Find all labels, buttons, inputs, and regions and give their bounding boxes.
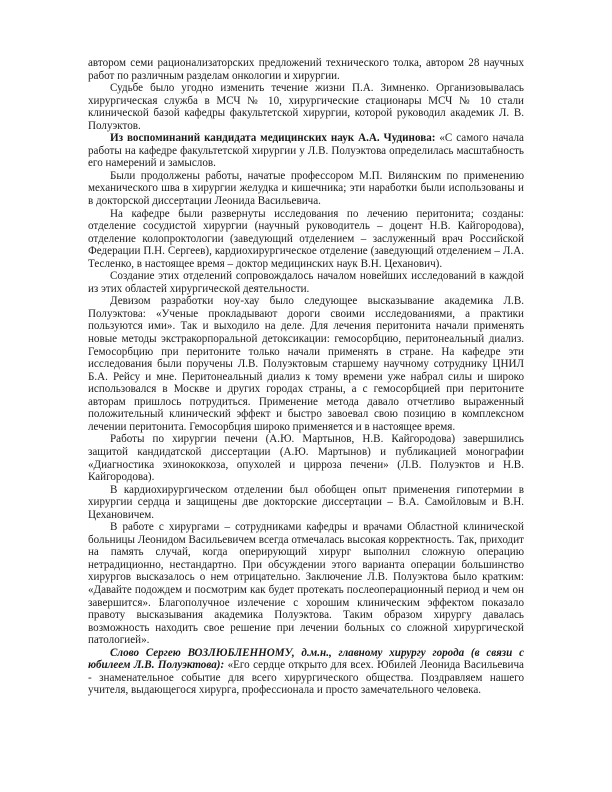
paragraph-4	[88, 170, 524, 208]
paragraph-9	[88, 484, 524, 522]
paragraph-7-text: Девизом разработки ноу-хау было следующее высказывание академика Л.В. Полуэктова: «Ученые прокладывают дороги своими исследованиями, а практики пользуются ими». Так и выходило на деле. Для лечения перитонита начали применять новые методы экстракорпоральной детоксикации: гемосорбцию, перитонеальный диализ. Гемосорбцию при перитоните только начали применять в стране. На кафедре эти исследования были поручены Л.В. Полуэктовым старшему научному сотруднику ЦНИЛ Б.А. Рейсу и мне. Перитонеальный диализ к тому времени уже набрал силы и широко использовался в Москве и других городах страны, а с гемосорбцией при перитоните авторам пришлось потрудиться. Применение метода давало отчетливо выраженный положительный клинический эффект и быстро завоевал свою позицию в комплексном лечении перитонита. Гемосорбция широко применяется и в настоящее время.	[88, 295, 524, 433]
chudinov-heading: Из воспоминаний кандидата медицинских наук А.А. Чудинова:	[110, 132, 436, 145]
paragraph-2-text: Судьбе было угодно изменить течение жизни П.А. Зимненко. Организовывалась хирургическая служба в МСЧ № 10, хирургические стационары МСЧ № 10 стали клинической базой кафедры факультетской хирургии, которой руководил академик Л. В. Полуэктов.	[88, 82, 524, 132]
paragraph-4-text: Были продолжены работы, начатые профессором М.П. Вилянским по применению механического шва в хирургии желудка и кишечника; эти наработки были использованы и в докторской диссертации Леонида Васильевича.	[88, 169, 524, 208]
paragraph-6	[88, 270, 524, 295]
chudinov-quote-text: «С самого начала работы на кафедре факультетской хирургии у Л.В. Полуэктова определилась масштабность его намерений и замыслов.	[88, 132, 524, 170]
vozlyublenny-heading: Слово Сергею ВОЗЛЮБЛЕННОМУ, д.м.н., главному хирургу города (в связи с юбилеем Л.В. Полуэктова):	[88, 646, 524, 672]
paragraph-1	[88, 57, 524, 82]
vozlyublenny-quote-text: «Его сердце открыто для всех. Юбилей Леонида Васильевича - знаменательное событие для всего хирургического общества. Поздравляем нашего учителя, выдающегося хирурга, профессионала и просто замечательного человека.	[88, 659, 524, 697]
paragraph-8-text: Работы по хирургии печени (А.Ю. Мартынов, Н.В. Кайгородова) завершились защитой кандидатской диссертации (А.Ю. Мартынов) и публикацией монографии «Диагностика эхинококкоза, опухолей и цирроза печени» (Л.В. Полуэктов и Н.В. Кайгородова).	[88, 433, 524, 484]
paragraph-9-text: В кардиохирургическом отделении был обобщен опыт применения гипотермии в хирургии сердца и защищены две докторские диссертации – В.А. Самойловым и В.Н. Цехановичем.	[88, 483, 524, 521]
paragraph-1-text: автором семи рационализаторских предложений технического толка, автором 28 научных работ по различным разделам онкологии и хирургии.	[88, 57, 524, 82]
paragraph-8	[88, 433, 524, 483]
paragraph-7	[88, 295, 524, 433]
paragraph-vozlyublenny	[88, 647, 524, 697]
paragraph-chudinov-memoir	[88, 132, 524, 170]
document-page	[88, 57, 524, 697]
paragraph-10-text: В работе с хирургами – сотрудниками кафедры и врачами Областной клинической больницы Леонидом Васильевичем всегда отмечалась высокая корректность. Так, приходит на память случай, когда оперирующий хирург выполнил сложную операцию нетрадиционно, нестандартно. При обсуждении этого варианта операции большинство хирургов высказалось о нем отрицательно. Заключение Л.В. Полуэктова было кратким: «Давайте подождем и посмотрим как будет протекать послеоперационный период и чем он завершится». Благополучное излечение с хорошим клиническим эффектом показало правоту высказывания академика Полуэктова. Таким образом хирургу давалась возможность находить свое решение при лечении больных со сложной хирургической патологией».	[88, 521, 524, 647]
paragraph-6-text: Создание этих отделений сопровождалось началом новейших исследований в каждой из этих областей хирургической деятельности.	[88, 270, 524, 295]
paragraph-5	[88, 208, 524, 271]
paragraph-10	[88, 521, 524, 646]
paragraph-2	[88, 82, 524, 132]
paragraph-5-text: На кафедре были развернуты исследования по лечению перитонита; созданы: отделение сосудистой хирургии (научный руководитель – доцент Н.В. Кайгородова), отделение колопроктологии (заведующий отделением – заслуженный врач Российской Федерации П.Н. Сергеев), кардиохирургическое отделение (заведующий отделением – Л.А. Тесленко, в настоящее время – доктор медицинских наук В.Н. Цеханович).	[88, 207, 524, 270]
